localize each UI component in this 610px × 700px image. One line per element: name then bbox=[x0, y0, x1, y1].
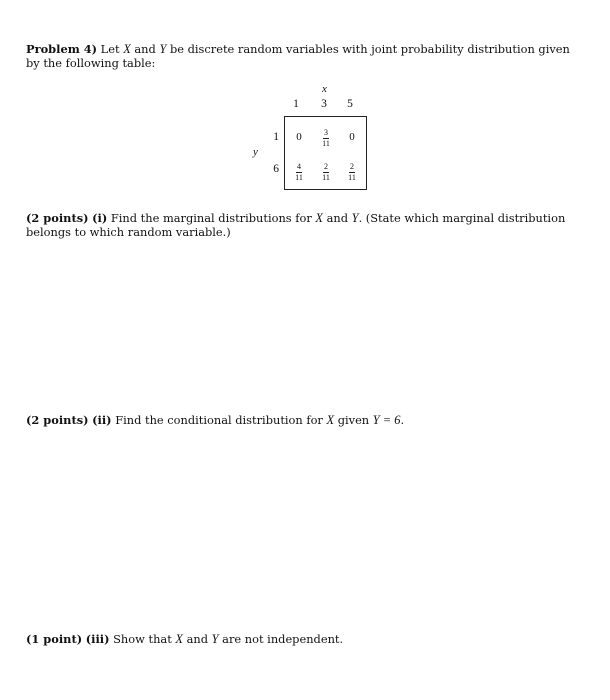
problem-text-1: Let bbox=[100, 42, 124, 56]
var-y: Y bbox=[211, 632, 219, 646]
part-ii bbox=[26, 413, 586, 427]
part-i-text-and: and bbox=[322, 211, 352, 225]
part-i bbox=[26, 211, 586, 239]
fraction bbox=[348, 163, 356, 182]
condition: Y = 6 bbox=[372, 413, 401, 427]
part-ii-text-b: given bbox=[334, 413, 373, 427]
table-cell bbox=[314, 160, 338, 182]
part-i-text-a: Find the marginal distributions for bbox=[110, 211, 316, 225]
table-cell: 0 bbox=[296, 131, 302, 143]
part-iii bbox=[26, 632, 586, 646]
part-i-points: (2 points) bbox=[26, 211, 89, 225]
part-ii-text-a: Find the conditional distribution for bbox=[115, 413, 327, 427]
fraction-numerator: 2 bbox=[349, 162, 354, 171]
fraction-numerator: 2 bbox=[323, 162, 328, 171]
var-x: X bbox=[315, 211, 323, 225]
table-cell bbox=[314, 126, 338, 148]
part-ii-text-c: . bbox=[400, 413, 405, 427]
y-value: 6 bbox=[273, 163, 279, 175]
table-cell bbox=[287, 160, 311, 182]
problem-label: Problem 4) bbox=[26, 42, 98, 56]
var-y: Y bbox=[351, 211, 359, 225]
x-value: 3 bbox=[321, 98, 327, 110]
problem-text-and: and bbox=[130, 42, 160, 56]
fraction-denominator: 11 bbox=[348, 173, 356, 182]
fraction-denominator: 11 bbox=[322, 139, 330, 148]
fraction-denominator: 11 bbox=[295, 173, 303, 182]
part-iii-points: (1 point) bbox=[26, 632, 83, 646]
x-value: 5 bbox=[347, 98, 353, 110]
part-iii-text-b: are not independent. bbox=[218, 632, 344, 646]
y-value: 1 bbox=[273, 131, 279, 143]
fraction-numerator: 3 bbox=[323, 128, 328, 137]
part-ii-label: (ii) bbox=[92, 413, 112, 427]
problem-text-rest: be discrete random variables with joint probability distribution given by the following table: bbox=[26, 42, 570, 70]
part-iii-label: (iii) bbox=[85, 632, 110, 646]
var-x: X bbox=[326, 413, 335, 427]
fraction-numerator: 4 bbox=[296, 162, 301, 171]
part-i-label: (i) bbox=[92, 211, 108, 225]
table-cell bbox=[340, 160, 364, 182]
x-axis-label: x bbox=[322, 83, 327, 95]
table-cell: 0 bbox=[349, 131, 355, 143]
y-axis-label: y bbox=[253, 146, 258, 158]
var-x: X bbox=[123, 42, 131, 56]
var-x: X bbox=[175, 632, 183, 646]
x-value: 1 bbox=[293, 98, 299, 110]
fraction bbox=[322, 129, 330, 148]
var-y: Y bbox=[159, 42, 167, 56]
problem-statement bbox=[26, 42, 586, 70]
part-i-text-b: . (State which marginal distribution belongs to which random variable.) bbox=[26, 211, 566, 239]
fraction bbox=[295, 163, 303, 182]
fraction bbox=[322, 163, 330, 182]
part-ii-points: (2 points) bbox=[26, 413, 89, 427]
part-iii-text-and: and bbox=[182, 632, 212, 646]
part-iii-text-a: Show that bbox=[113, 632, 176, 646]
fraction-denominator: 11 bbox=[322, 173, 330, 182]
